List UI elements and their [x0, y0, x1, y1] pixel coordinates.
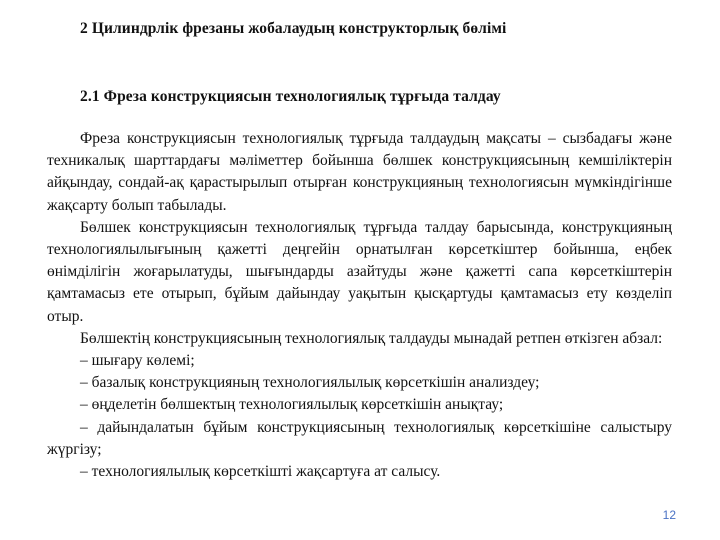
paragraph: Бөлшектің конструкциясының технологиялық талдауды мынадай ретпен өткізген абзал:	[80, 329, 663, 347]
subsection-title: 2.1 Фреза конструкциясын технологиялық тұрғыда талдау	[80, 88, 501, 105]
list-item: – шығару көлемі;	[80, 352, 195, 370]
list-item: – өңделетін бөлшектың технологиялылық көрсеткішін анықтау;	[80, 396, 504, 414]
paragraph: Бөлшек конструкциясын технологиялық тұрғыда талдау барысында, конструкцияның технологиялылығының қажетті деңгейін орнатылған көрсеткіштер бойынша, еңбек өнімділігін жоғарылатуды, шығындарды азайтуды және қажетті сапа көрсеткіштерін қамтамасыз ете отырып, бұйым дайындау уақытын қысқартуды қамтамасыз ету көзделіп отыр.	[47, 218, 672, 325]
paragraph: Фреза конструкциясын технологиялық тұрғыда талдаудың мақсаты – сызбадағы және техникалық шарттардағы мәліметтер бойынша бөлшек конструкциясының кемшіліктерін айқындау, сондай-ақ қарастырылып отырған конструкцияның технологиясын мүмкіндігінше жақсарту болып табылады.	[47, 130, 672, 214]
list-item: – дайындалатын бұйым конструкциясының технологиялық көрсеткішіне салыстыру жүргізу;	[47, 418, 672, 458]
body-text	[47, 128, 672, 483]
list-item: – технологиялылық көрсеткішті жақсартуға ат салысу.	[80, 463, 441, 481]
section-title: 2 Цилиндрлік фрезаны жобалаудың конструкторлық бөлімі	[80, 20, 507, 37]
list-item: – базалық конструкцияның технологиялылық көрсеткішін анализдеу;	[80, 374, 540, 392]
page-number: 12	[662, 508, 676, 522]
